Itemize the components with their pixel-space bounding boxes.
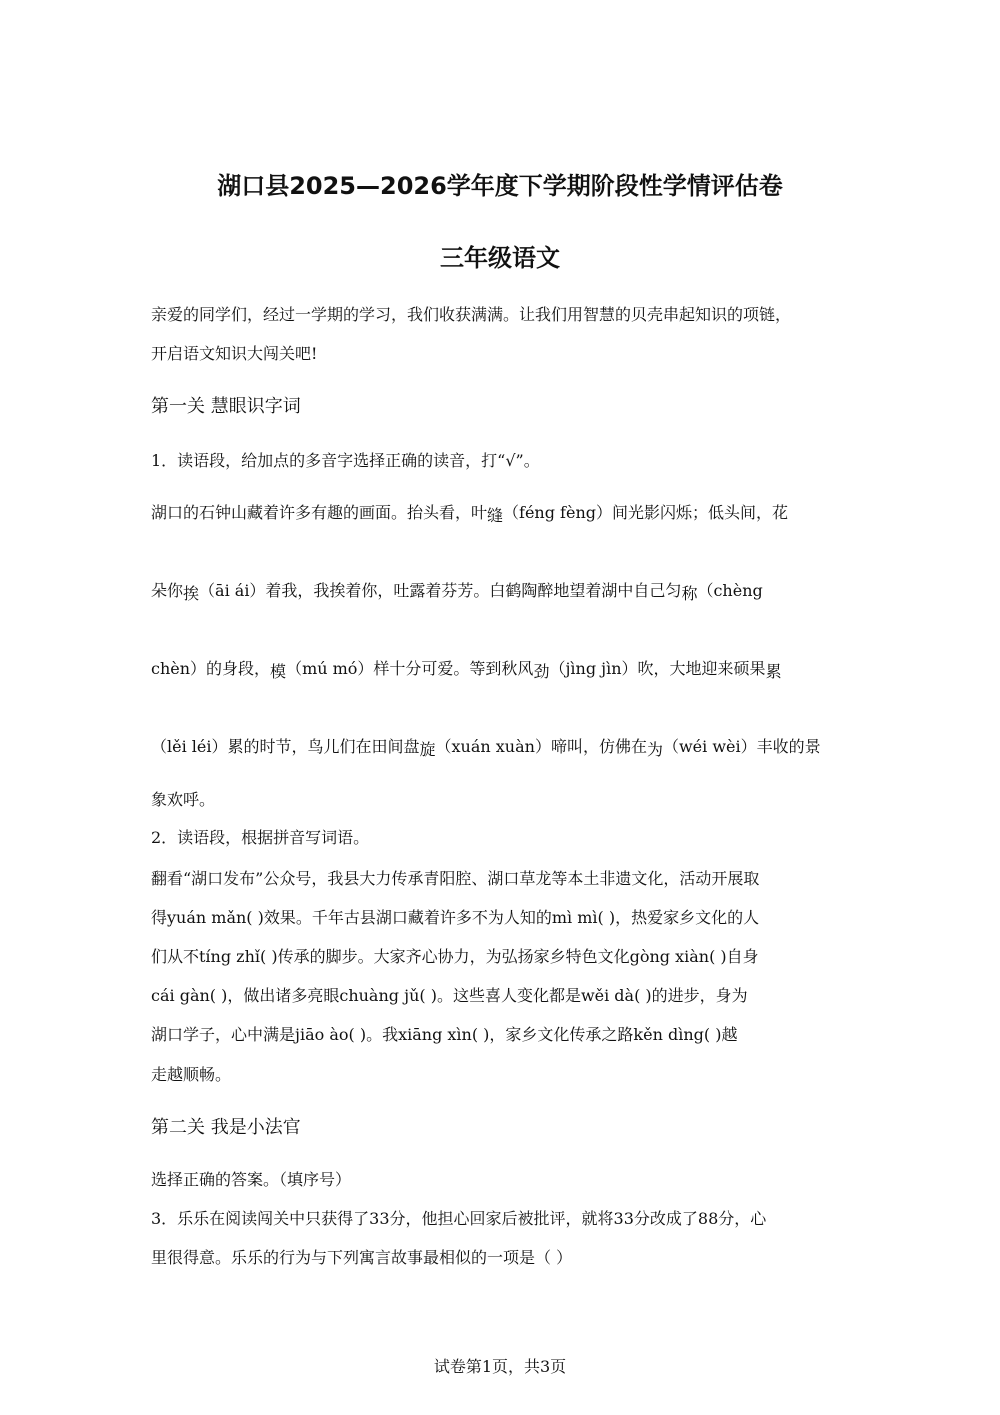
- section-2-instruction: 选择正确的答案。（填序号）: [151, 1170, 352, 1189]
- q1-passage-line-4: [151, 737, 821, 757]
- polyphone-char: 挨: [183, 584, 200, 603]
- q3-line-2: 里很得意。乐乐的行为与下列寓言故事最相似的一项是（ ）: [151, 1248, 573, 1267]
- polyphone-char: 为: [646, 740, 663, 759]
- q1-passage-line-1: [151, 503, 788, 523]
- q1-passage-line-3: [151, 659, 782, 679]
- intro-line-1: 亲爱的同学们，经过一学期的学习，我们收获满满。让我们用智慧的贝壳串起知识的项链，: [151, 305, 792, 324]
- q1-prompt: 1．读语段，给加点的多音字选择正确的读音，打“√”。: [151, 451, 540, 470]
- q1-text: （chèng: [697, 581, 763, 600]
- page-footer: 试卷第1页，共3页: [433, 1357, 567, 1376]
- q1-text: 湖口的石钟山藏着许多有趣的画面。抬头看，叶: [151, 503, 488, 522]
- q1-passage-line-2: [151, 581, 763, 601]
- intro-line-2: 开启语文知识大闯关吧!: [151, 344, 318, 363]
- q1-text: （féng fèng）间光影闪烁；低头间，花: [503, 503, 788, 522]
- q3-line-1: 3．乐乐在阅读闯关中只获得了33分，他担心回家后被批评，就将33分改成了88分，心: [151, 1209, 767, 1228]
- q1-passage-line-5: 象欢呼。: [151, 790, 216, 809]
- polyphone-char: 模: [270, 662, 287, 681]
- q2-passage-line-3: 们从不tíng zhǐ( )传承的脚步。大家齐心协力，为弘扬家乡特色文化gòng xiàn( )自身: [151, 947, 759, 966]
- q2-passage-line-6: 走越顺畅。: [151, 1065, 232, 1084]
- polyphone-char: 旋: [419, 740, 436, 759]
- q2-prompt: 2．读语段，根据拼音写词语。: [151, 828, 370, 847]
- q1-text: （wéi wèi）丰收的景: [662, 737, 821, 756]
- section-2-heading: 第二关 我是小法官: [151, 1117, 301, 1138]
- q2-passage-line-4: cái gàn( )，做出诸多亮眼chuàng jǔ( )。这些喜人变化都是wěi dà( )的进步，身为: [151, 986, 748, 1005]
- polyphone-char: 称: [681, 584, 698, 603]
- polyphone-char: 累: [765, 662, 782, 681]
- q2-passage-line-5: 湖口学子，心中满是jiāo ào( )。我xiāng xìn( )，家乡文化传承之路kěn dìng( )越: [151, 1025, 738, 1044]
- polyphone-char: 缝: [487, 506, 504, 525]
- q1-text: （mú mó）样十分可爱。等到秋风: [286, 659, 534, 678]
- q1-text: （āi ái）着我，我挨着你，吐露着芬芳。白鹤陶醉地望着湖中自己匀: [199, 581, 682, 600]
- q1-text: （lěi léi）累的时节，鸟儿们在田间盘: [151, 737, 420, 756]
- q2-passage-line-2: 得yuán mǎn( )效果。千年古县湖口藏着许多不为人知的mì mì( )，热爱家乡文化的人: [151, 908, 760, 927]
- q2-passage-line-1: 翻看“湖口发布”公众号，我县大力传承青阳腔、湖口草龙等本土非遗文化，活动开展取: [151, 869, 760, 888]
- q1-text: （jìng jìn）吹，大地迎来硕果: [549, 659, 766, 678]
- exam-subtitle: 三年级语文: [440, 244, 560, 272]
- exam-title: 湖口县2025—2026学年度下学期阶段性学情评估卷: [217, 172, 783, 200]
- q1-text: chèn）的身段，: [151, 659, 271, 678]
- q1-text: 朵你: [151, 581, 184, 600]
- polyphone-char: 劲: [533, 662, 550, 681]
- q1-text: （xuán xuàn）啼叫，仿佛在: [435, 737, 647, 756]
- section-1-heading: 第一关 慧眼识字词: [151, 396, 301, 417]
